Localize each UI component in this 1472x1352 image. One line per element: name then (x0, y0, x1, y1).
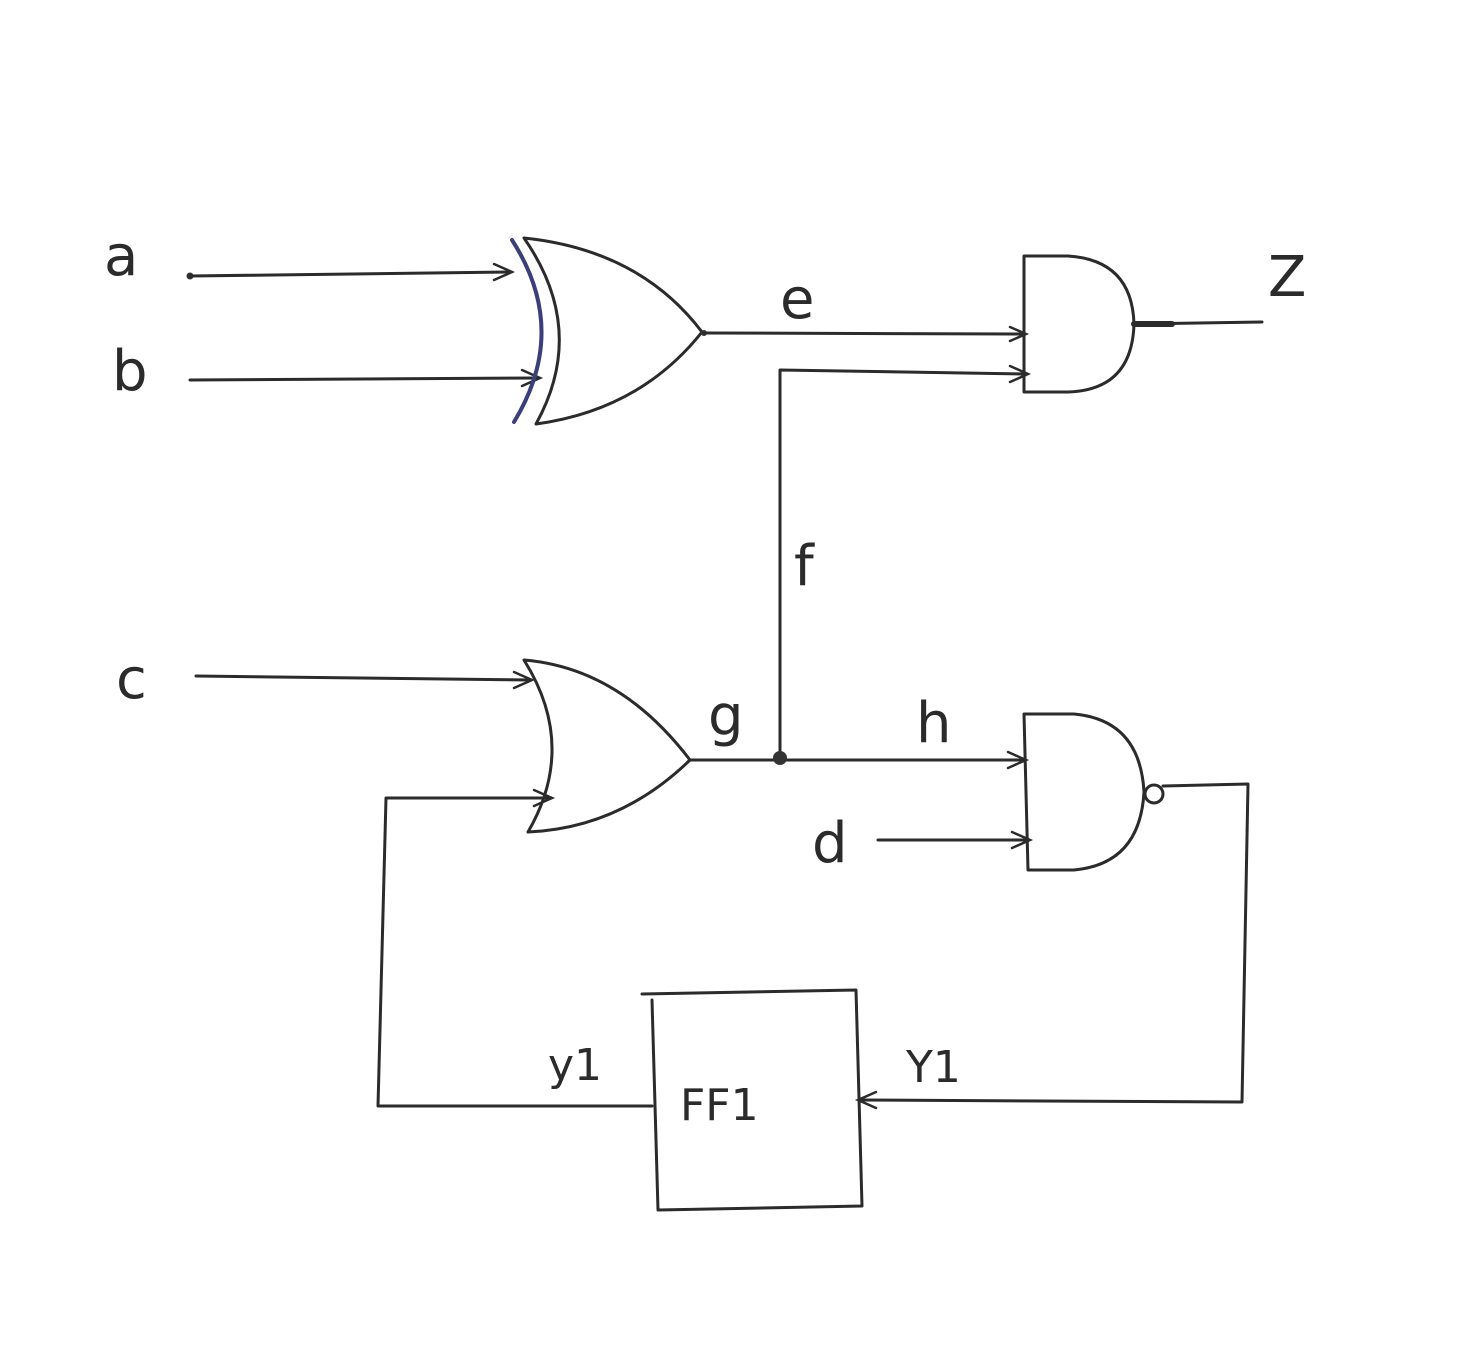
ff1-input-label-Y1: Y1 (906, 1042, 961, 1093)
junction-g-f (773, 751, 787, 765)
nand-inversion-bubble (1145, 785, 1163, 803)
output-label-z: Z (1268, 245, 1307, 310)
wire-y1-feedback (378, 798, 652, 1106)
nand-body (1024, 714, 1144, 870)
signal-label-g: g (708, 684, 744, 749)
signal-label-h: h (916, 691, 952, 756)
wire-a (190, 272, 510, 276)
ff1-label: FF1 (680, 1080, 759, 1131)
and-body (1024, 256, 1134, 392)
input-label-c: c (116, 647, 147, 712)
and-gate (1024, 256, 1134, 392)
or-body (524, 660, 690, 832)
wire-c (196, 676, 530, 680)
input-label-d: d (812, 811, 848, 876)
nand-gate (1024, 714, 1163, 870)
ff1-output-label-y1: y1 (548, 1040, 603, 1091)
xor-body (524, 238, 702, 424)
input-label-a: a (104, 224, 139, 289)
wire-e (704, 333, 1024, 334)
signal-label-e: e (780, 267, 815, 332)
flip-flop-ff1 (642, 990, 862, 1210)
xor-gate (512, 238, 702, 424)
or-gate (524, 660, 690, 832)
xor-input-curve (512, 240, 542, 422)
wire-b (190, 378, 538, 380)
signal-label-f: f (794, 534, 814, 599)
input-label-b: b (112, 339, 148, 404)
wire-f (780, 370, 1026, 758)
